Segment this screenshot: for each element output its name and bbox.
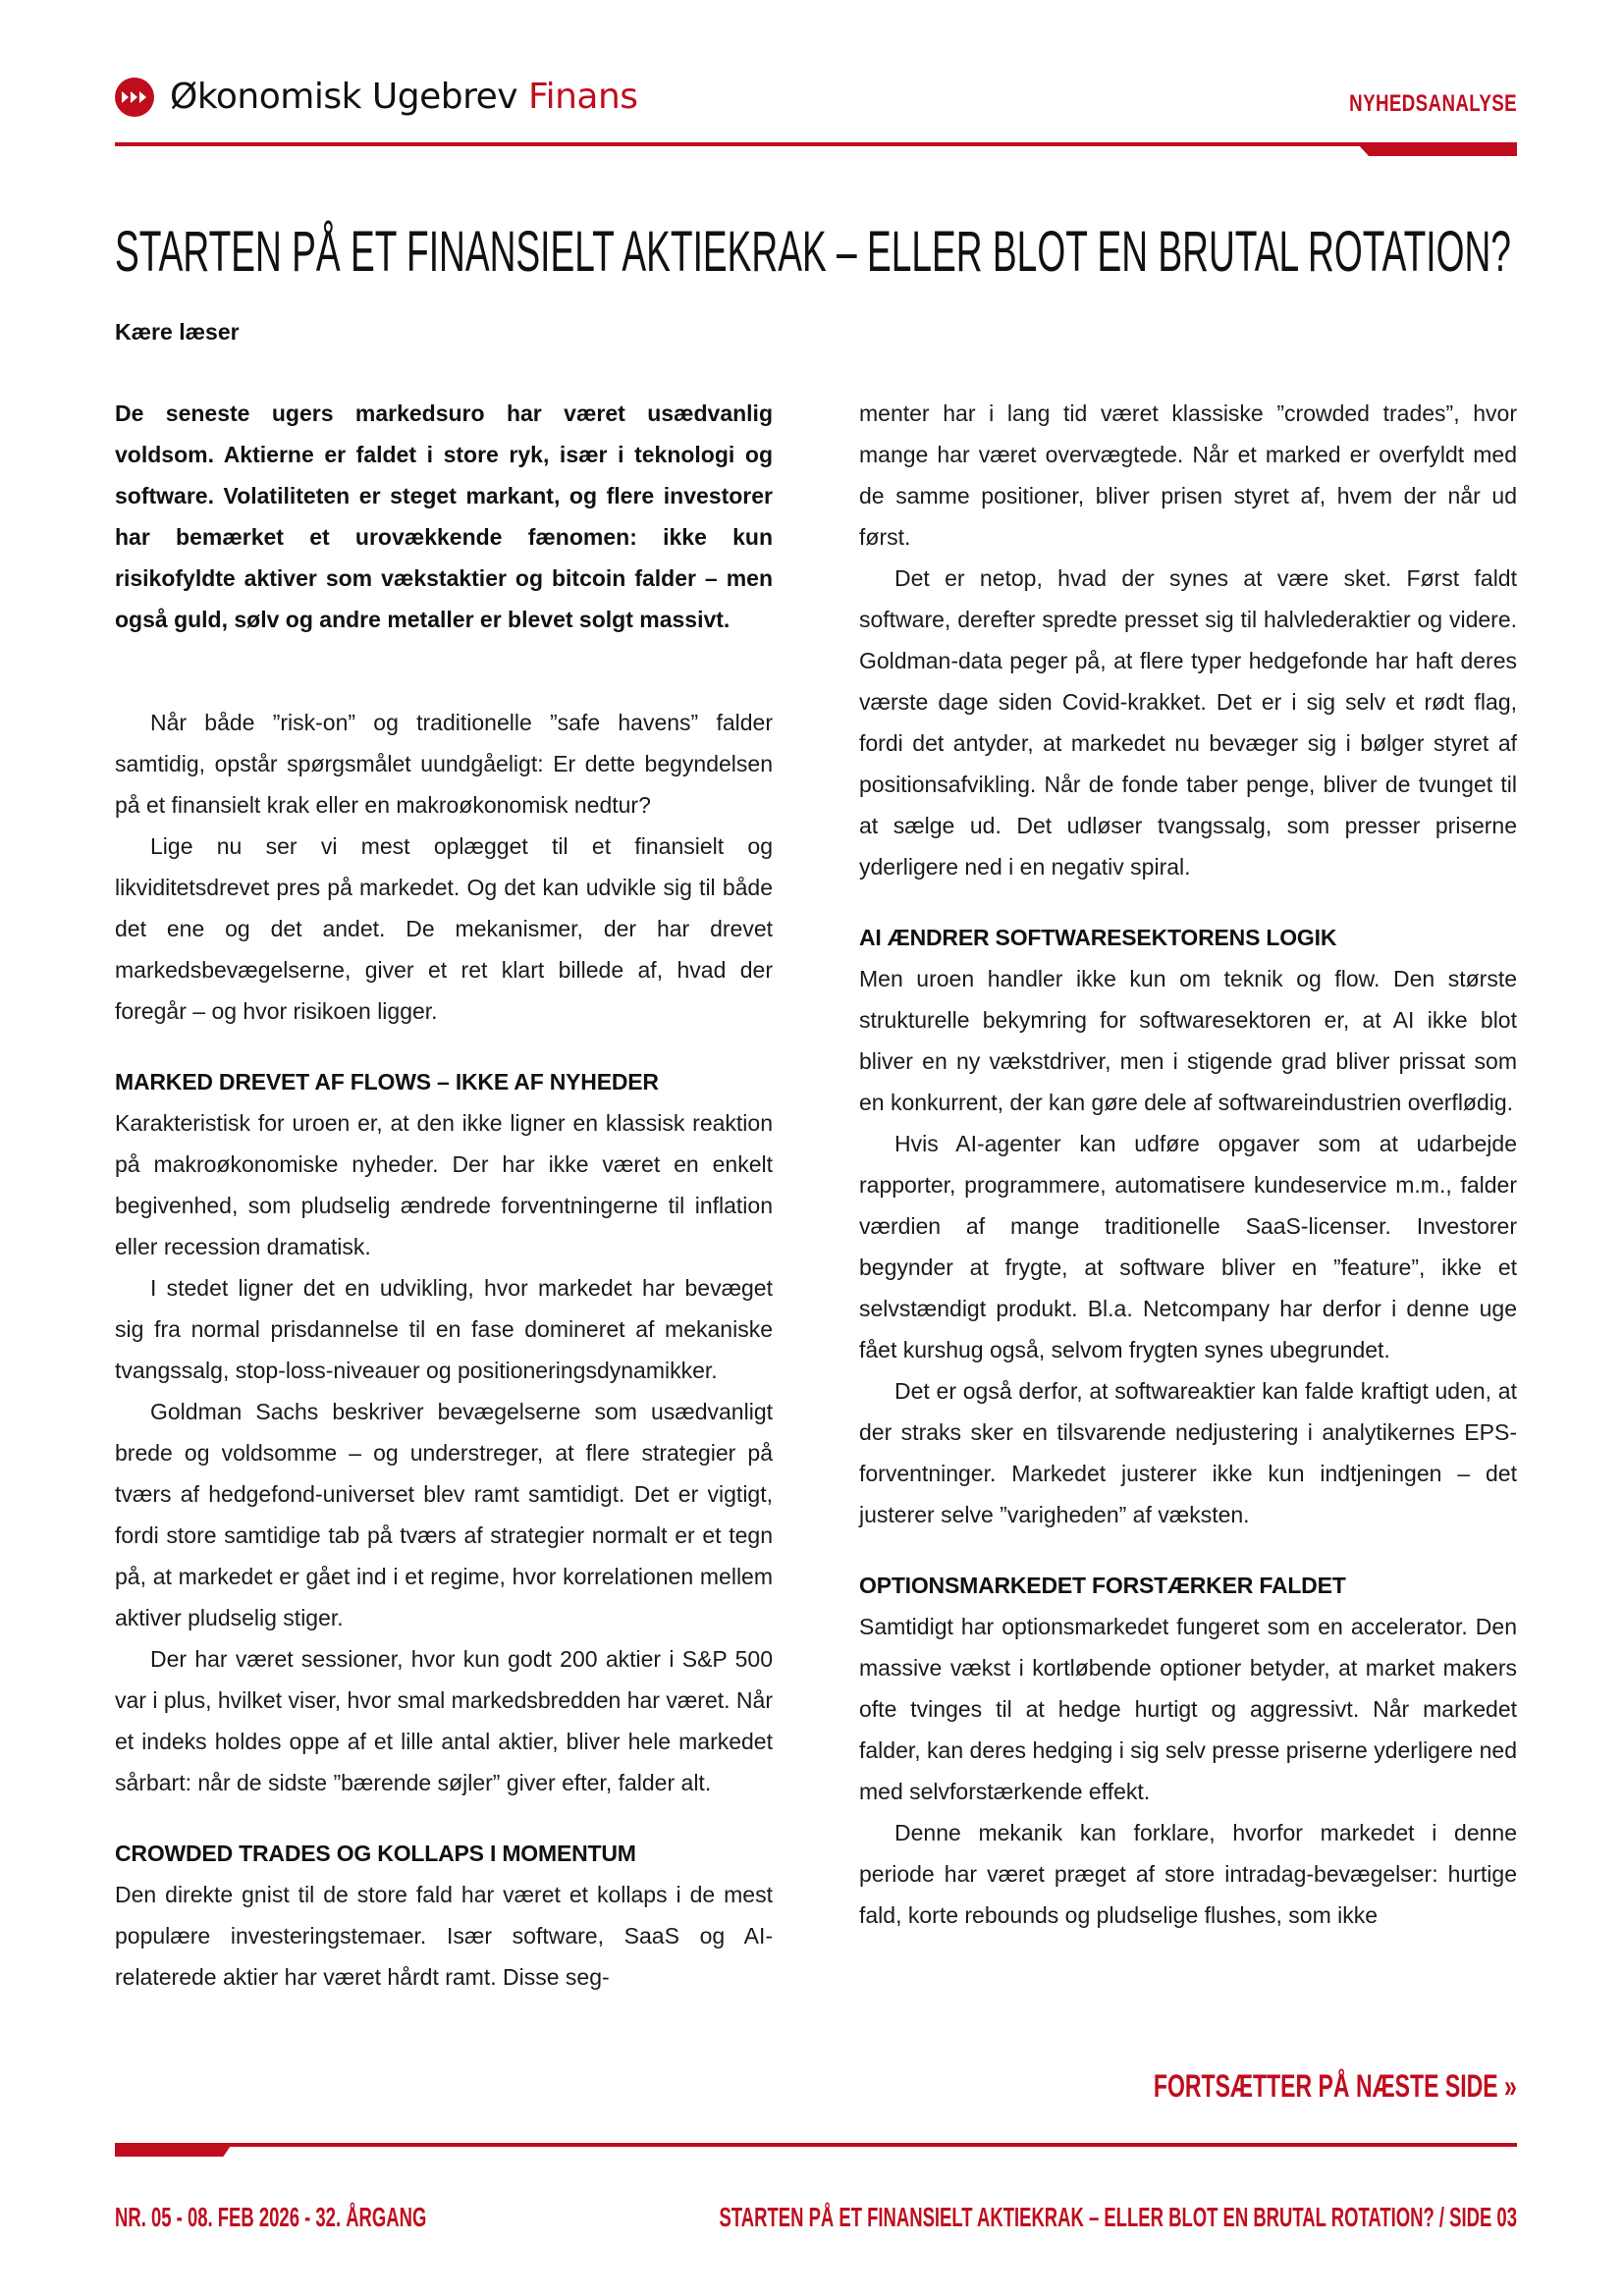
section-heading: OPTIONSMARKEDET FORSTÆRKER FALDET [859, 1573, 1346, 1598]
article-title: STARTEN PÅ ET FINANSIELT AKTIEKRAK – ELLER BLOT EN BRUTAL ROTATION? [115, 220, 1511, 284]
body-paragraph: Goldman Sachs beskriver bevægelserne som usædvanligt brede og voldsomme – og understreger, at flere strategier på tværs af hedgefond-universet blev ramt samtidigt. Det er vigtigt, fordi store samtidige tab på tværs af strategier normalt er et tegn på, at markedet er gået ind i et regime, hvor korrelationen mellem aktiver pludselig stiger. [115, 1399, 773, 1630]
brand-name [170, 77, 638, 117]
body-paragraph: Når både ”risk-on” og traditionelle ”safe havens” falder samtidig, opstår spørgsmålet uundgåeligt: Er dette begyndelsen på et finansielt krak eller en makroøkonomisk nedtur? [115, 710, 773, 818]
masthead [115, 77, 1517, 155]
running-title-page-number: STARTEN PÅ ET FINANSIELT AKTIEKRAK – ELLER BLOT EN BRUTAL ROTATION? / SIDE 03 [719, 2202, 1517, 2232]
issue-info: NR. 05 - 08. FEB 2026 - 32. ÅRGANG [115, 2202, 427, 2232]
section-heading: MARKED DREVET AF FLOWS – IKKE AF NYHEDER [115, 1069, 659, 1095]
body-paragraph: Der har været sessioner, hvor kun godt 200 aktier i S&P 500 var i plus, hvilket viser, hvor smal markedsbredden har været. Når et indeks holdes oppe af et lille antal aktier, bliver hele markedet sårbart: når de sidste ”bærende søjler” giver efter, falder alt. [115, 1646, 773, 1795]
body-paragraph: Det er netop, hvad der synes at være sket. Først faldt software, derefter spredte presset sig til halvlederaktier og videre. Goldman-data peger på, at flere typer hedgefonde har haft deres værste dage siden Covid-krakket. Det er i sig selv et rødt flag, fordi det antyder, at markedet nu bevæger sig i bølger styret af positionsafvikling. Når de fonde taber penge, bliver de tvunget til at sælge ud. Det udløser tvangssalg, som presser priserne yderligere ned i en negativ spiral. [859, 565, 1517, 880]
continue-next-page-link[interactable]: FORTSÆTTER PÅ NÆSTE SIDE » [1154, 2068, 1517, 2104]
body-paragraph: Samtidigt har optionsmarkedet fungeret som en accelerator. Den massive vækst i kortløbende optioner betyder, at market makers ofte tvinges til at hedge hurtigt og aggressivt. Når markedet falder, kan deres hedging i sig selv presse priserne yderligere ned med selvforstærkende effekt. [859, 1614, 1517, 1804]
header-divider [115, 142, 1517, 146]
brand-logo[interactable] [115, 77, 638, 117]
body-paragraph: I stedet ligner det en udvikling, hvor markedet har bevæget sig fra normal prisdannelse til en fase domineret af mekaniske tvangssalg, stop-loss-niveauer og positioneringsdynamikker. [115, 1275, 773, 1383]
fast-forward-icon [115, 78, 154, 117]
body-paragraph: Den direkte gnist til de store fald har været et kollaps i de mest populære investeringstemaer. Især software, SaaS og AI-relaterede aktier har været hårdt ramt. Disse seg- [115, 1882, 773, 1990]
body-paragraph: Karakteristisk for uroen er, at den ikke ligner en klassisk reaktion på makroøkonomiske nyheder. Der har ikke været en enkelt begivenhed, som pludselig ændrede forventningerne til inflation eller recession dramatisk. [115, 1110, 773, 1259]
article-column-right [859, 393, 1517, 1936]
salutation: Kære læser [115, 319, 240, 345]
lead-paragraph: De seneste ugers markedsuro har været usædvanlig voldsom. Aktierne er faldet i store ryk, især i teknologi og software. Volatiliteten er steget markant, og flere investorer har bemærket et urovækkende fænomen: ikke kun risikofyldte aktiver som vækstaktier og bitcoin falder – men også guld, sølv og andre metaller er blevet solgt massivt. [115, 400, 773, 632]
body-paragraph: Lige nu ser vi mest oplægget til et finansielt og likviditetsdrevet pres på markedet. Og det kan udvikle sig til både det ene og det andet. De mekanismer, der har drevet markedsbevægelserne, giver et ret klart billede af, hvad der foregår – og hvor risikoen ligger. [115, 833, 773, 1024]
body-paragraph: Hvis AI-agenter kan udføre opgaver som at udarbejde rapporter, programmere, automatisere kundeservice m.m., falder værdien af mange traditionelle SaaS-licenser. Investorer begynder at frygte, at software bliver en ”feature”, ikke et selvstændigt produkt. Bl.a. Netcompany har derfor i denne uge fået kurshug også, selvom frygten synes ubegrundet. [859, 1131, 1517, 1362]
section-heading: AI ÆNDRER SOFTWARESEKTORENS LOGIK [859, 925, 1337, 950]
header-divider-accent [1356, 142, 1517, 156]
footer-divider [115, 2143, 1517, 2147]
section-label: NYHEDSANALYSE [1349, 90, 1517, 117]
body-paragraph: Det er også derfor, at softwareaktier kan falde kraftigt uden, at der straks sker en tilsvarende nedjustering i analytikernes EPS-forventninger. Markedet justerer ikke kun indtjeningen – det justerer selve ”varigheden” af væksten. [859, 1378, 1517, 1527]
brand-accent: Finans [528, 77, 638, 117]
body-paragraph: Denne mekanik kan forklare, hvorfor markedet i denne periode har været præget af store intradag-bevægelser: hurtige fald, korte rebounds og pludselige flushes, som ikke [859, 1820, 1517, 1928]
section-heading: CROWDED TRADES OG KOLLAPS I MOMENTUM [115, 1841, 636, 1866]
article-column-left [115, 393, 773, 1998]
brand-main: Økonomisk Ugebrev [170, 77, 528, 117]
body-paragraph: Men uroen handler ikke kun om teknik og flow. Den største strukturelle bekymring for softwaresektoren er, at AI ikke blot bliver en ny vækstdriver, men i stigende grad bliver prissat som en konkurrent, der kan gøre dele af softwareindustrien overflødig. [859, 966, 1517, 1115]
footer-divider-accent [115, 2143, 233, 2157]
body-paragraph: menter har i lang tid været klassiske ”crowded trades”, hvor mange har været overvægtede. Når et marked er overfyldt med de samme positioner, bliver prisen styret af, hvem der når ud først. [859, 400, 1517, 550]
